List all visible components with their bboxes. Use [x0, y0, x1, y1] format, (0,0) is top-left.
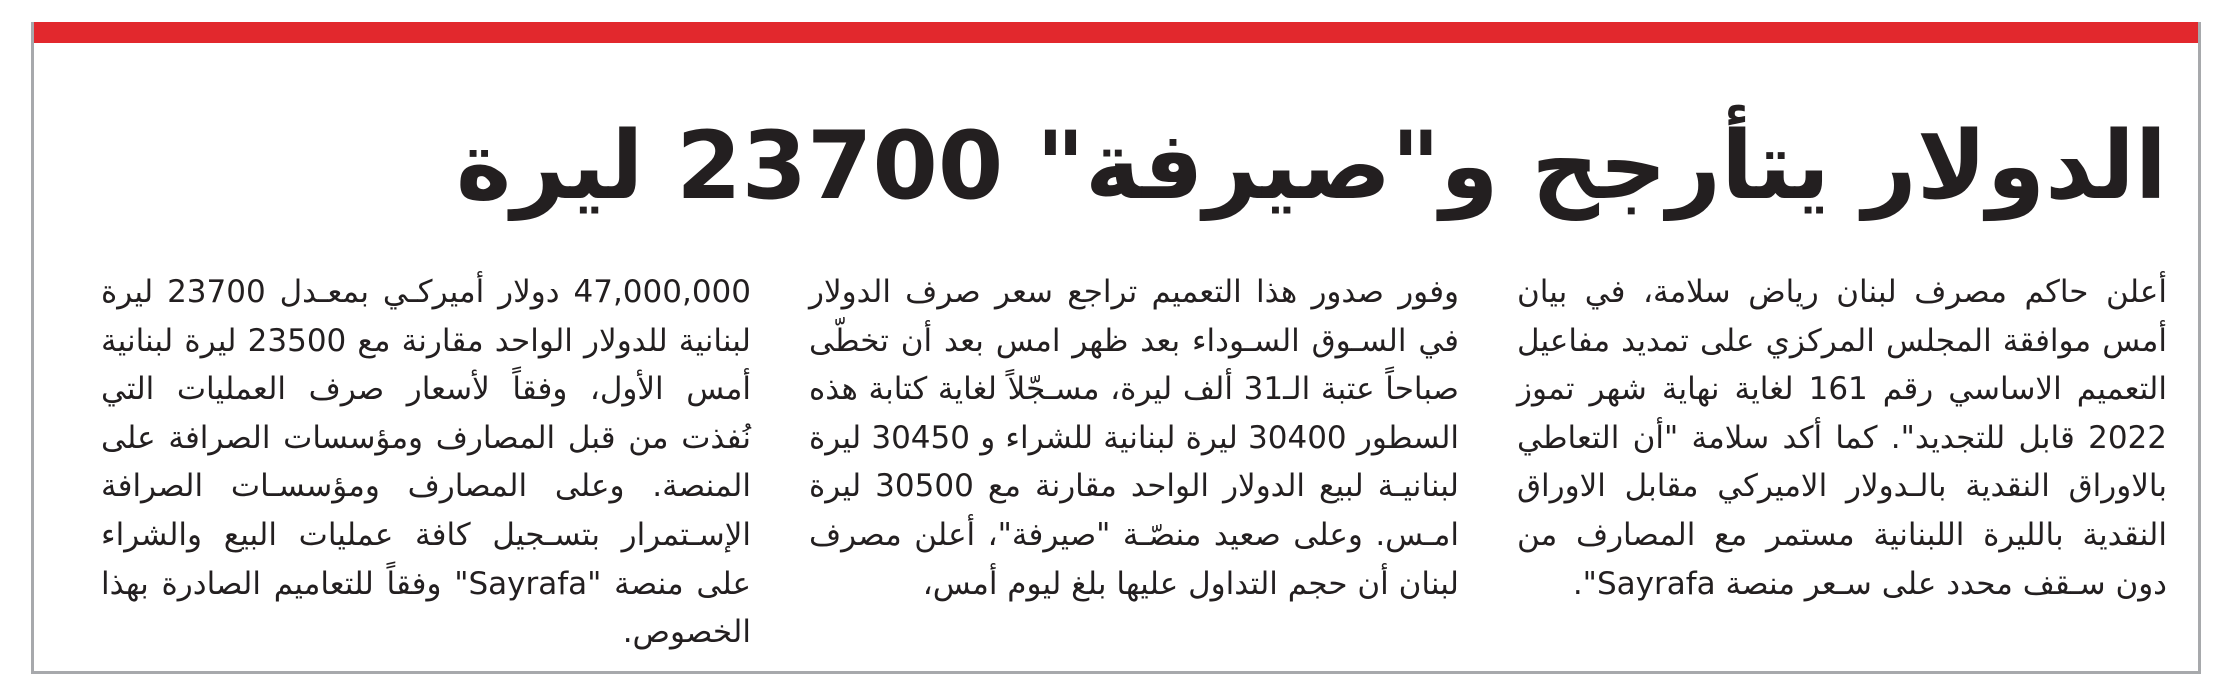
headline: الدولار يتأرجح و"صيرفة" 23700 ليرة: [455, 112, 2167, 221]
article-column-2: [809, 268, 1459, 608]
column-3-text: 47,000,000 دولار أميركـي بمعـدل 23700 ليرة لبنانية للدولار الواحد مقارنة مع 23500 ليرة لبنانية أمس الأول، وفقاً لأسعار صرف العمليات التي نُفذت من قبل المصارف ومؤسسات الصرافة على المنصة. وعلى المصارف ومؤسسـات الصرافة الإسـتمرار بتسـجيل كافة عمليات البيع والشراء على منصة "Sayrafa" وفقاً للتعاميم الصادرة بهذا الخصوص.: [101, 274, 752, 651]
article-column-3: [101, 268, 751, 657]
column-1-text: أعلن حاكم مصرف لبنان رياض سلامة، في بيان أمس موافقة المجلس المركزي على تمديد مفاعيل التعميم الاساسي رقم 161 لغاية نهاية شهر تموز 2022 قابل للتجديد". كما أكد سلامة "أن التعاطي بالاوراق النقدية بالـدولار الاميركي مقابل الاوراق النقدية بالليرة اللبنانية مستمر مع المصارف من دون سـقف محدد على سـعر منصة Sayrafa".: [1517, 274, 2167, 602]
column-2-text: وفور صدور هذا التعميم تراجع سعر صرف الدولار في السـوق السـوداء بعد ظهر امس بعد أن تخطّى صباحاً عتبة الـ31 ألف ليرة، مسـجّلاً لغاية كتابة هذه السطور 30400 ليرة لبنانية للشراء و 30450 ليرة لبنانيـة لبيع الدولار الواحد مقارنة مع 30500 ليرة امـس. وعلى صعيد منصّـة "صيرفة"، أعلن مصرف لبنان أن حجم التداول عليها بلغ ليوم أمس،: [809, 274, 1460, 602]
article-column-1: [1517, 268, 2167, 608]
